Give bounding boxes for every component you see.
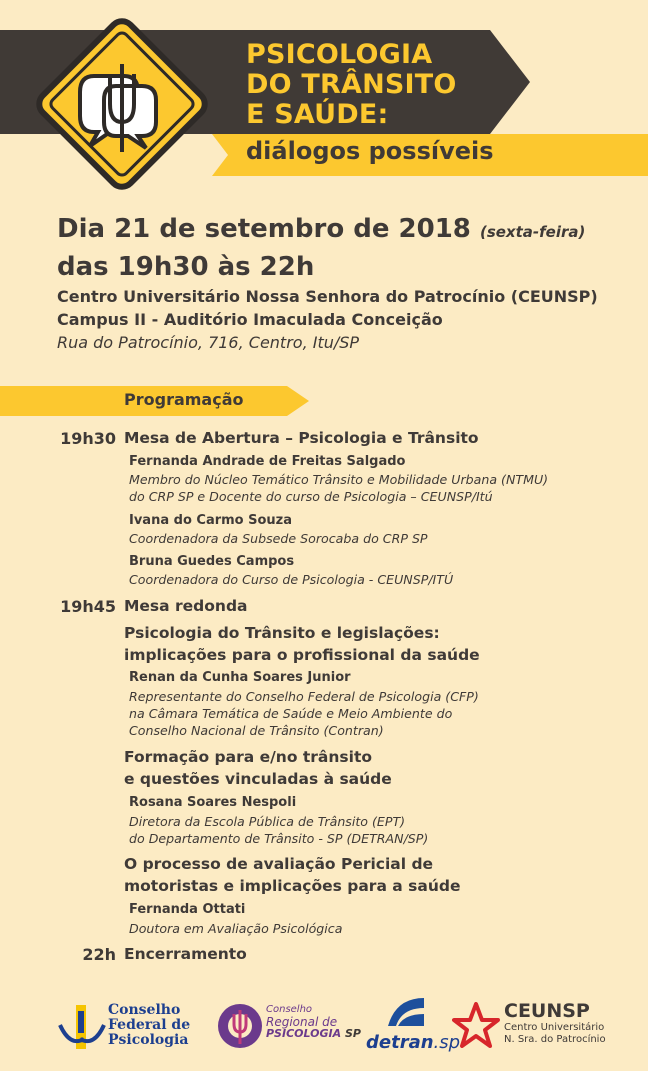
talk-title-line: e questões vinculadas à saúde <box>124 770 392 788</box>
ceunsp-logo <box>452 998 612 1054</box>
event-venue: Centro Universitário Nossa Senhora do Patrocínio (CEUNSP) <box>57 287 598 306</box>
event-subtitle: diálogos possíveis <box>246 137 494 165</box>
speaker-role <box>129 571 453 588</box>
speaker-name: Fernanda Andrade de Freitas Salgado <box>129 454 406 469</box>
schedule-title: Encerramento <box>124 945 247 963</box>
ceunsp-logo-line: Centro Universitário <box>504 1022 605 1033</box>
speaker-role <box>129 813 428 847</box>
speaker-role-line: Representante do Conselho Federal de Psicologia (CFP) <box>129 689 479 704</box>
speaker-role-line: do CRP SP e Docente do curso de Psicologia – CEUNSP/Itú <box>129 489 493 504</box>
crp-logo-text <box>266 1004 361 1040</box>
cfp-logo-line: Federal de <box>108 1017 191 1033</box>
talk-title <box>124 622 480 666</box>
talk-title-line: Formação para e/no trânsito <box>124 748 373 766</box>
cfp-emblem-icon <box>58 1003 106 1051</box>
talk-title-line: motoristas e implicações para a saúde <box>124 877 461 895</box>
detran-logo-main: detran <box>366 1032 434 1053</box>
program-heading-arrow <box>287 386 309 416</box>
event-campus: Campus II - Auditório Imaculada Conceição <box>57 310 443 329</box>
speaker-role <box>129 920 342 937</box>
talk-title-line: O processo de avaliação Pericial de <box>124 855 434 873</box>
program-heading: Programação <box>124 390 244 409</box>
event-title-line-2: DO TRÂNSITO <box>246 69 457 100</box>
schedule-time: 22h <box>82 945 116 964</box>
speaker-role-line: Doutora em Avaliação Psicológica <box>129 921 343 936</box>
crp-logo-line <box>266 1028 361 1040</box>
speaker-role-line: Coordenadora do Curso de Psicologia - CEUNSP/ITÚ <box>129 572 454 587</box>
speaker-role-line: Conselho Nacional de Trânsito (Contran) <box>129 723 384 738</box>
schedule-time: 19h30 <box>60 429 116 448</box>
speaker-name: Bruna Guedes Campos <box>129 554 295 569</box>
detran-logo-suffix: .sp <box>433 1032 461 1053</box>
speaker-role-line: Coordenadora da Subsede Sorocaba do CRP SP <box>129 531 428 546</box>
talk-title <box>124 853 460 897</box>
detran-emblem-icon <box>384 994 428 1030</box>
crp-logo-line: Regional de <box>266 1015 338 1029</box>
event-time: das 19h30 às 22h <box>57 252 315 282</box>
crp-logo-sp: SP <box>344 1027 361 1040</box>
crp-logo-psicologia: PSICOLOGIA <box>266 1027 342 1040</box>
schedule-time: 19h45 <box>60 597 116 616</box>
schedule-title: Mesa redonda <box>124 597 248 615</box>
speaker-role <box>129 530 428 547</box>
detran-logo-text <box>366 1032 460 1053</box>
header-dark-arrow <box>490 30 530 134</box>
cfp-logo-line: Psicologia <box>108 1032 189 1048</box>
event-date-text: Dia 21 de setembro de 2018 <box>57 214 471 244</box>
speaker-name: Renan da Cunha Soares Junior <box>129 670 351 685</box>
warning-sign-logo <box>22 4 222 204</box>
event-title-line-1: PSICOLOGIA <box>246 39 433 70</box>
ceunsp-logo-text <box>504 1000 606 1046</box>
talk-title <box>124 746 392 790</box>
cfp-logo-text <box>108 1003 190 1048</box>
speaker-role <box>129 471 548 505</box>
speaker-role-line: Membro do Núcleo Temático Trânsito e Mobilidade Urbana (NTMU) <box>129 472 549 487</box>
event-weekday: (sexta-feira) <box>479 223 586 241</box>
speaker-name: Fernanda Ottati <box>129 902 246 917</box>
speaker-role <box>129 688 479 739</box>
talk-title-line: Psicologia do Trânsito e legislações: <box>124 624 440 642</box>
speaker-name: Ivana do Carmo Souza <box>129 513 293 528</box>
crp-logo-line: Conselho <box>266 1004 313 1015</box>
event-title-line-3: E SAÚDE: <box>246 99 389 130</box>
detran-sp-logo <box>366 994 461 1056</box>
cfp-logo <box>58 1003 208 1051</box>
talk-title-line: implicações para o profissional da saúde <box>124 646 480 664</box>
speaker-role-line: na Câmara Temática de Saúde e Meio Ambiente do <box>129 706 453 721</box>
ceunsp-logo-name: CEUNSP <box>504 1000 590 1022</box>
ceunsp-logo-line: N. Sra. do Patrocínio <box>504 1034 606 1045</box>
crp-sp-logo <box>216 1000 361 1052</box>
cfp-logo-line: Conselho <box>108 1002 181 1018</box>
crp-emblem-icon <box>216 1000 264 1052</box>
ceunsp-star-icon <box>452 1002 500 1048</box>
speaker-role-line: do Departamento de Trânsito - SP (DETRAN/SP) <box>129 831 429 846</box>
speaker-name: Rosana Soares Nespoli <box>129 795 297 810</box>
schedule-title: Mesa de Abertura – Psicologia e Trânsito <box>124 429 479 447</box>
speaker-role-line: Diretora da Escola Pública de Trânsito (EPT) <box>129 814 406 829</box>
event-address: Rua do Patrocínio, 716, Centro, Itu/SP <box>57 333 360 352</box>
event-date <box>57 214 585 244</box>
